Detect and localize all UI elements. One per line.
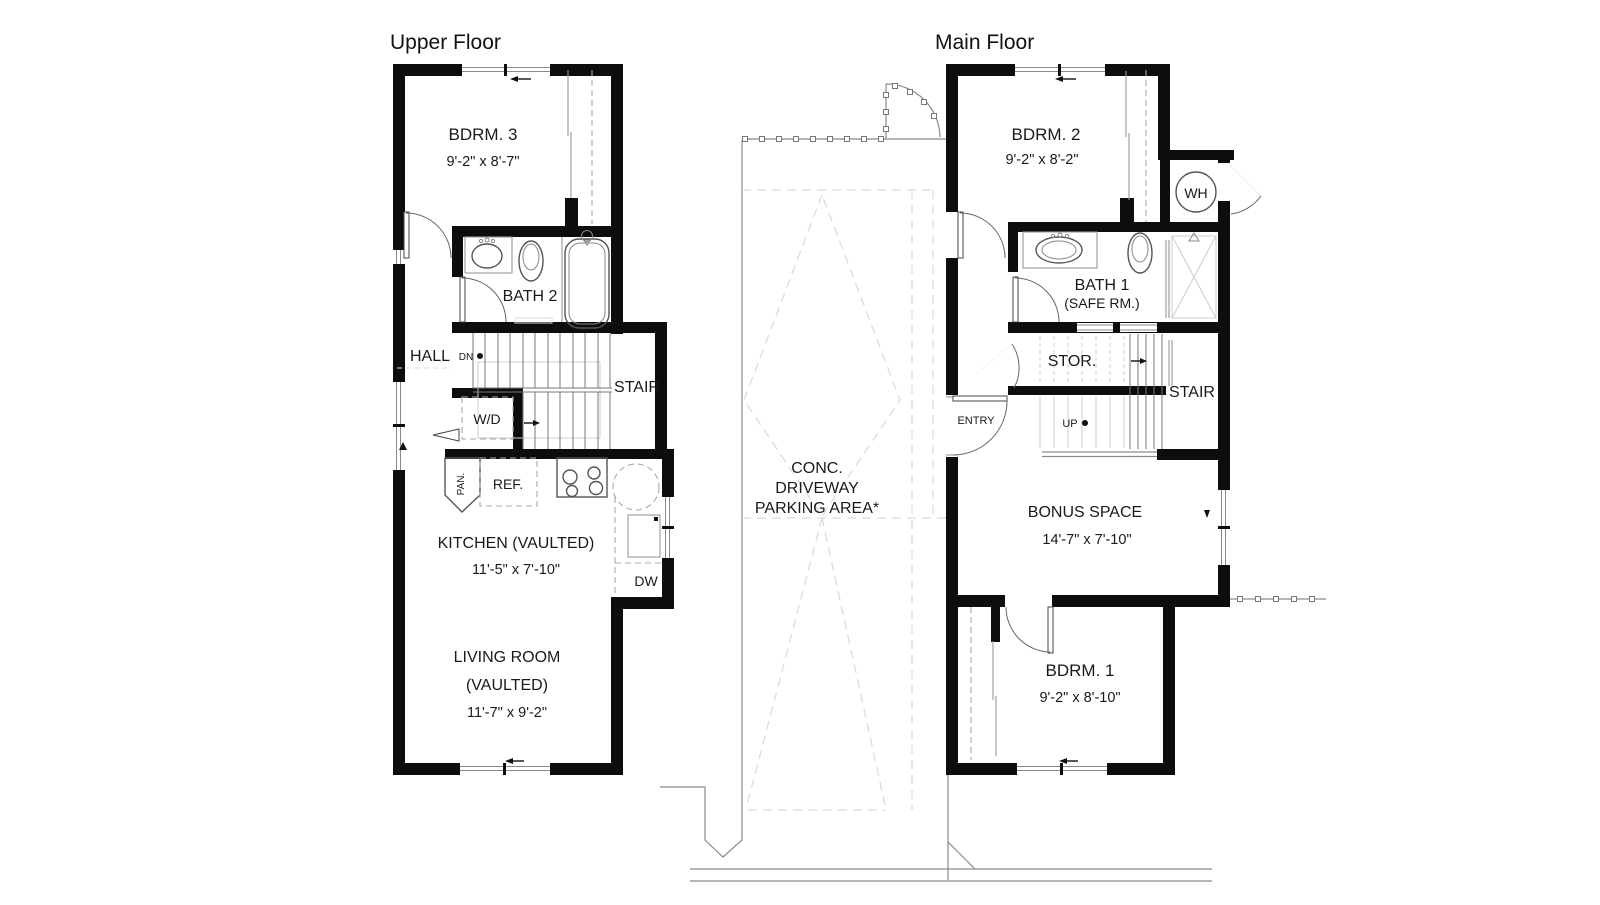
bath1-door [1013, 277, 1059, 322]
bonus-dims: 14'-7" x 7'-10" [1042, 532, 1132, 548]
sink-icon [465, 237, 512, 273]
bdrm2-closet [1126, 70, 1146, 222]
stair-up-label: UP [1062, 418, 1078, 430]
hall-label: HALL [409, 348, 451, 365]
bdrm2-label: BDRM. 2 [1011, 125, 1081, 144]
living-label-line2: (VAULTED) [465, 677, 549, 694]
upper-stair-label: STAIR [614, 379, 660, 396]
toilet-icon [519, 241, 543, 281]
bonus-window-arrow [1204, 510, 1210, 518]
fence-right [1230, 597, 1326, 602]
bdrm3-window [462, 64, 550, 76]
stair-up-dot [1082, 420, 1088, 426]
stove-icon [557, 458, 607, 497]
bath1-label-line1: BATH 1 [1074, 277, 1130, 294]
lot-line-diagonal [948, 842, 975, 869]
stair-dn-dot [477, 353, 483, 359]
oven-cabinet [628, 515, 660, 557]
bath2-label: BATH 2 [502, 288, 558, 305]
bdrm2-door [958, 212, 1005, 258]
bath2-door [460, 277, 506, 322]
bdrm2-dims: 9'-2" x 8'-2" [1005, 152, 1079, 168]
upper-floor-walls [393, 64, 674, 775]
kitchen-label: KITCHEN (VAULTED) [437, 535, 595, 552]
bdrm1-window [1017, 763, 1107, 775]
bdrm3-dims: 9'-2" x 8'-7" [446, 154, 520, 170]
stair-direction-arrow [1131, 358, 1147, 364]
upper-floor-windows [393, 64, 674, 775]
kitchen-dims: 11'-5" x 7'-10" [471, 562, 561, 578]
bath1-label-line2: (SAFE RM.) [1064, 295, 1140, 311]
street-lines [690, 869, 1212, 881]
upper-floor-title: Upper Floor [390, 31, 501, 54]
main-floor-title: Main Floor [935, 31, 1035, 54]
left-wall-window-1 [393, 250, 405, 264]
driveway-label-line2: DRIVEWAY [775, 480, 859, 497]
bdrm1-door [1006, 607, 1053, 653]
driveway-label-line1: CONC. [791, 460, 843, 477]
fence-top [742, 84, 948, 142]
bdrm1-label: BDRM. 1 [1045, 661, 1115, 680]
fridge-label: REF. [492, 476, 524, 492]
bdrm2-window [1015, 64, 1105, 76]
bdrm2-window-arrow [1055, 76, 1076, 82]
bath2-fixtures [465, 231, 609, 329]
bdrm3-door [404, 212, 451, 258]
shower-icon [1166, 233, 1216, 318]
dishwasher-label: DW [634, 573, 658, 589]
upper-floor-plan [390, 31, 674, 775]
main-floor-plan [935, 31, 1261, 775]
bathtub-icon [565, 231, 609, 329]
bdrm3-label: BDRM. 3 [448, 125, 518, 144]
bdrm1-dims: 9'-2" x 8'-10" [1039, 690, 1121, 706]
storage-door [977, 344, 1019, 388]
main-stair-label: STAIR [1169, 384, 1215, 401]
kitchen-window [662, 497, 674, 558]
bonus-label: BONUS SPACE [1027, 504, 1143, 521]
toilet-icon [1128, 233, 1152, 273]
stair-direction-arrow [524, 420, 540, 426]
bdrm3-window-arrow [510, 76, 531, 82]
living-dims: 11'-7" x 9'-2" [466, 705, 548, 721]
driveway-label-line3: PARKING AREA* [754, 500, 880, 517]
sink-icon [1023, 232, 1097, 268]
stair-dn-label: DN [458, 352, 474, 363]
living-label-line1: LIVING ROOM [453, 649, 561, 666]
water-heater-door [1231, 166, 1261, 214]
water-heater-label: WH [1184, 185, 1208, 201]
entry-label: ENTRY [957, 415, 995, 427]
washer-dryer-label: W/D [473, 411, 501, 427]
storage-label: STOR. [1047, 353, 1097, 370]
laundry-bifold-door [433, 429, 459, 441]
bonus-window [1218, 490, 1230, 565]
pantry-label: PAN. [456, 472, 467, 496]
left-wall-window-2 [393, 382, 405, 470]
driveway-label [755, 460, 879, 517]
living-room-window [460, 763, 550, 775]
